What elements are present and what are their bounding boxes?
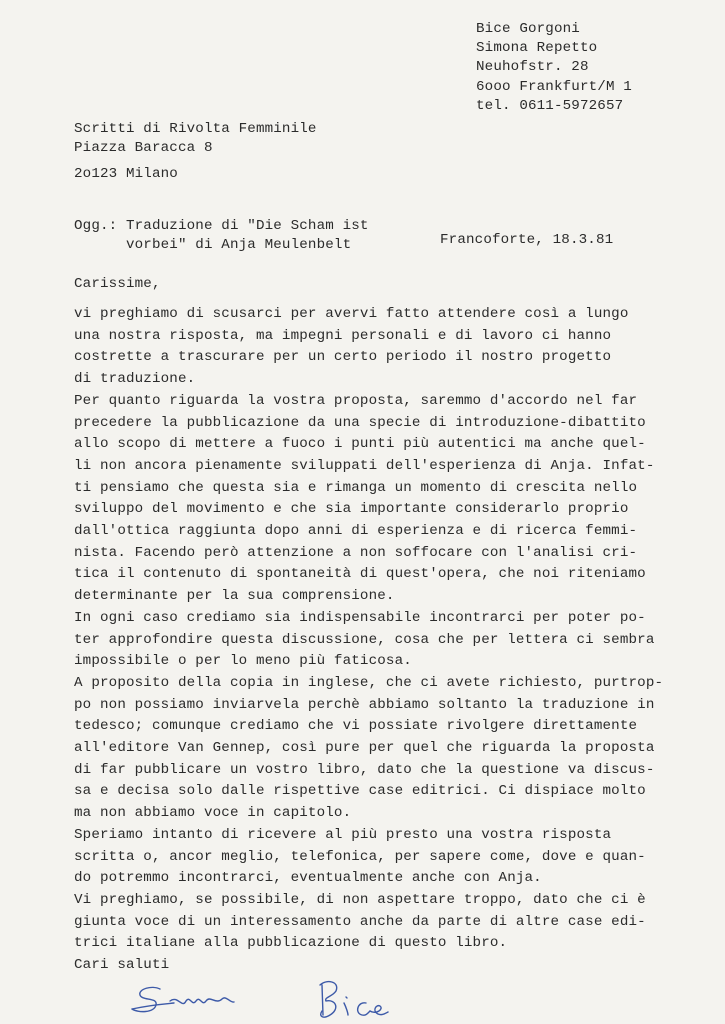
body-line: Cari saluti [74,957,170,974]
body-line: Speriamo intanto di ricevere al più presto una vostra risposta [74,826,612,843]
body-line: li non ancora pienamente sviluppati dell'esperienza di Anja. Infat- [74,457,655,474]
body-line: determinante per la sua comprensione. [74,588,395,605]
recipient-city-line: 2o123 Milano [74,166,178,182]
signature-simona [132,987,234,1011]
body-line: dall'ottica raggiunta dopo anni di esperienza e di ricerca femmi- [74,523,638,540]
sender-street: Neuhofstr. 28 [476,59,589,75]
body-line: sviluppo del movimento e che sia importante considerarlo proprio [74,501,629,518]
recipient-name: Scritti di Rivolta Femminile [74,121,317,137]
recipient-city [74,165,178,184]
subject-line-1: Ogg.: Traduzione di "Die Scham ist [74,218,369,234]
body-line: scritta o, ancor meglio, telefonica, per sapere come, dove e quan- [74,848,646,865]
sender-phone: tel. 0611-5972657 [476,98,624,114]
sender-name-2: Simona Repetto [476,40,598,56]
body-line: Vi preghiamo, se possibile, di non aspettare troppo, dato che ci è [74,891,646,908]
body-line: precedere la pubblicazione da una specie di introduzione-dibattito [74,414,646,431]
recipient-address [74,120,317,158]
body-line: A proposito della copia in inglese, che ci avete richiesto, purtrop- [74,674,664,691]
body-line: una nostra risposta, ma impegni personali e di lavoro ci hanno [74,327,612,344]
signature-bice [320,982,388,1017]
sender-address [476,20,597,77]
body-line: trici italiane alla pubblicazione di questo libro. [74,935,508,952]
subject-line-2: vorbei" di Anja Meulenbelt [74,237,352,253]
body-line: all'editore Van Gennep, così pure per quel che riguarda la proposta [74,740,655,757]
body-line: giunta voce di un interessamento anche da parte di altre case edi- [74,913,646,930]
signatures [130,975,430,1020]
body-line: impossibile o per lo meno più faticosa. [74,653,412,670]
body-line: di far pubblicare un vostro libro, dato che la questione va discus- [74,761,655,778]
body-line: po non possiamo inviarvela perchè abbiamo soltanto la traduzione in [74,696,655,713]
salutation-text: Carissime, [74,276,161,292]
sender-city-phone [476,78,632,116]
place-date [440,231,613,250]
body-line: nista. Facendo però attenzione a non soffocare con l'analisi cri- [74,544,638,561]
salutation [74,275,161,294]
sender-name-1: Bice Gorgoni [476,21,580,37]
body-line: di traduzione. [74,371,196,388]
sender-city: 6ooo Frankfurt/M 1 [476,79,632,95]
place-date-text: Francoforte, 18.3.81 [440,232,614,248]
body-line: In ogni caso crediamo sia indispensabile incontrarci per poter po- [74,609,646,626]
body-line: ma non abbiamo voce in capitolo. [74,805,352,822]
body-line: tica il contenuto di spontaneità di quest'opera, che noi riteniamo [74,566,646,583]
body-line: allo scopo di mettere a fuoco i punti più autentici ma anche quel- [74,436,646,453]
body-line: ter approfondire questa discussione, cosa che per lettera ci sembra [74,631,655,648]
body-line: ti pensiamo che questa sia e rimanga un momento di crescita nello [74,479,638,496]
body-line: Per quanto riguarda la vostra proposta, saremmo d'accordo nel far [74,392,638,409]
body-line: costrette a trascurare per un certo periodo il nostro progetto [74,349,612,366]
letter-body [74,304,674,977]
body-line: tedesco; comunque crediamo che vi possiate rivolgere direttamente [74,718,638,735]
body-line: vi preghiamo di scusarci per avervi fatto attendere così a lungo [74,306,629,322]
body-line: sa e decisa solo dalle rispettive case editrici. Ci dispiace molto [74,783,646,800]
subject [74,217,369,255]
body-line: do potremmo incontrarci, eventualmente anche con Anja. [74,870,542,887]
recipient-street: Piazza Baracca 8 [74,140,213,156]
